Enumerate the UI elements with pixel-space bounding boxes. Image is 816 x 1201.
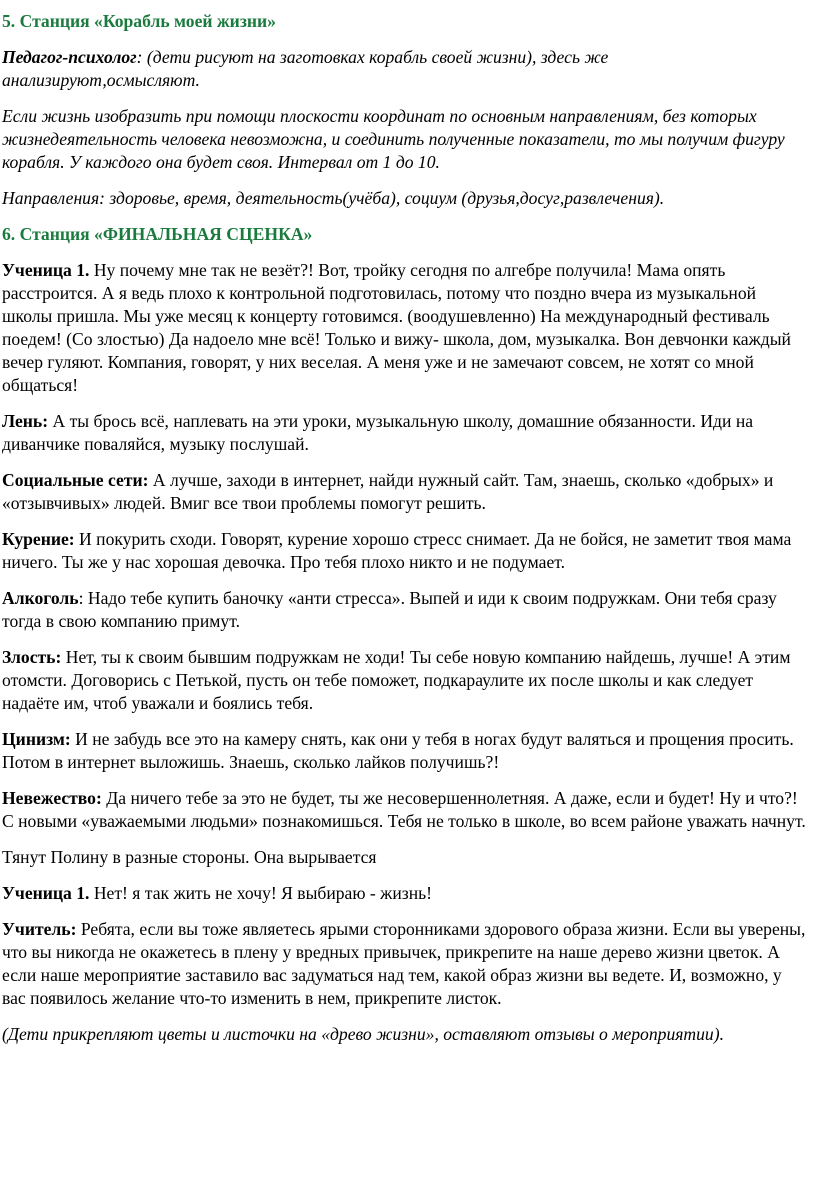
speaker-label: Педагог-психолог xyxy=(2,47,137,67)
speaker-label: Учитель: xyxy=(2,919,77,939)
paragraph-text: : (дети рисуют на заготовках корабль своей жизни), здесь же анализируют,осмысляют. xyxy=(2,47,609,90)
station-5-heading: 5. Станция «Корабль моей жизни» xyxy=(2,11,276,31)
speaker-label: Курение: xyxy=(2,529,75,549)
scene-line xyxy=(2,410,806,456)
line-text: : Надо тебе купить баночку «анти стресса». Выпей и иди к своим подружкам. Они тебя сразу тогда в свою компанию примут. xyxy=(2,588,777,631)
scene-line xyxy=(2,646,806,715)
speaker-label: Цинизм: xyxy=(2,729,71,749)
directions-paragraph: Направления: здоровье, время, деятельность(учёба), социум (друзья,досуг,развлечения). xyxy=(2,188,665,208)
ship-description-paragraph: Если жизнь изобразить при помощи плоскости координат по основным направлениям, без которых жизнедеятельность человека невозможна, и соединить полученные показатели, то мы получим фигуру корабля. У каждого она будет своя. Интервал от 1 до 10. xyxy=(2,106,785,172)
closing-paragraph: (Дети прикрепляют цветы и листочки на «древо жизни», оставляют отзывы о мероприятии). xyxy=(2,1024,724,1044)
scene-lines xyxy=(2,259,806,833)
scene-line xyxy=(2,918,806,1010)
scene-line xyxy=(2,728,806,774)
speaker-label: Невежество: xyxy=(2,788,102,808)
line-text: И не забудь все это на камеру снять, как они у тебя в ногах будут валяться и прощения просить. Потом в интернет выложишь. Знаешь, сколько лайков получишь?! xyxy=(2,729,794,772)
speaker-label: Ученица 1. xyxy=(2,260,90,280)
scene-line xyxy=(2,587,806,633)
scene-line xyxy=(2,528,806,574)
line-text: А лучше, заходи в интернет, найди нужный сайт. Там, знаешь, сколько «добрых» и «отзывчивых» людей. Вмиг все твои проблемы помогут решить. xyxy=(2,470,774,513)
psychologist-paragraph xyxy=(2,46,806,92)
speaker-label: Социальные сети: xyxy=(2,470,149,490)
line-text: Нет, ты к своим бывшим подружкам не ходи! Ты себе новую компанию найдешь, лучше! А этим отомсти. Договорись с Петькой, пусть он тебе поможет, подкараулите их после школы и как следует надаёте им, чтоб уважали и боялись тебя. xyxy=(2,647,791,713)
speaker-label: Ученица 1. xyxy=(2,883,90,903)
station-6-heading: 6. Станция «ФИНАЛЬНАЯ СЦЕНКА» xyxy=(2,224,313,244)
line-text: И покурить сходи. Говорят, курение хорошо стресс снимает. Да не бойся, не заметит твоя мама ничего. Ты же у нас хорошая девочка. Про тебя плохо никто и не подумает. xyxy=(2,529,792,572)
speaker-label: Лень: xyxy=(2,411,49,431)
line-text: Да ничего тебе за это не будет, ты же несовершеннолетняя. А даже, если и будет! Ну и что?! С новыми «уважаемыми людьми» познакомишься. Тебя не только в школе, во всем районе уважать начнут. xyxy=(2,788,806,831)
line-text: Ну почему мне так не везёт?! Вот, тройку сегодня по алгебре получила! Мама опять расстроится. А я ведь плохо к контрольной подготовилась, потому что поздно вчера из музыкальной школы пришла. Мы уже месяц к концерту готовимся. (воодушевленно) На международный фестиваль поедем! (Со злостью) Да надоело мне всё! Только и вижу- школа, дом, музыкалка. Вон девчонки каждый вечер гуляют. Компания, говорят, у них веселая. А меня уже и не замечают совсем, не хотят со мной общаться! xyxy=(2,260,791,395)
scene-line xyxy=(2,882,806,905)
line-text: Нет! я так жить не хочу! Я выбираю - жизнь! xyxy=(89,883,432,903)
line-text: Ребята, если вы тоже являетесь ярыми сторонниками здорового образа жизни. Если вы уверены, что вы никогда не окажетесь в плену у вредных привычек, прикрепите на наше дерево жизни цветок. А если наше мероприятие заставило вас задуматься над тем, какой образ жизни вы ведете. И, возможно, у вас появилось желание что-то изменить в нем, прикрепите листок. xyxy=(2,919,806,1008)
speaker-label: Злость: xyxy=(2,647,62,667)
scene-line xyxy=(2,469,806,515)
scene-line xyxy=(2,259,806,397)
narration-line: Тянут Полину в разные стороны. Она вырывается xyxy=(2,847,377,867)
line-text: А ты брось всё, наплевать на эти уроки, музыкальную школу, домашние обязанности. Иди на диванчике поваляйся, музыку послушай. xyxy=(2,411,754,454)
speaker-label: Алкоголь xyxy=(2,588,79,608)
scene-line xyxy=(2,787,806,833)
